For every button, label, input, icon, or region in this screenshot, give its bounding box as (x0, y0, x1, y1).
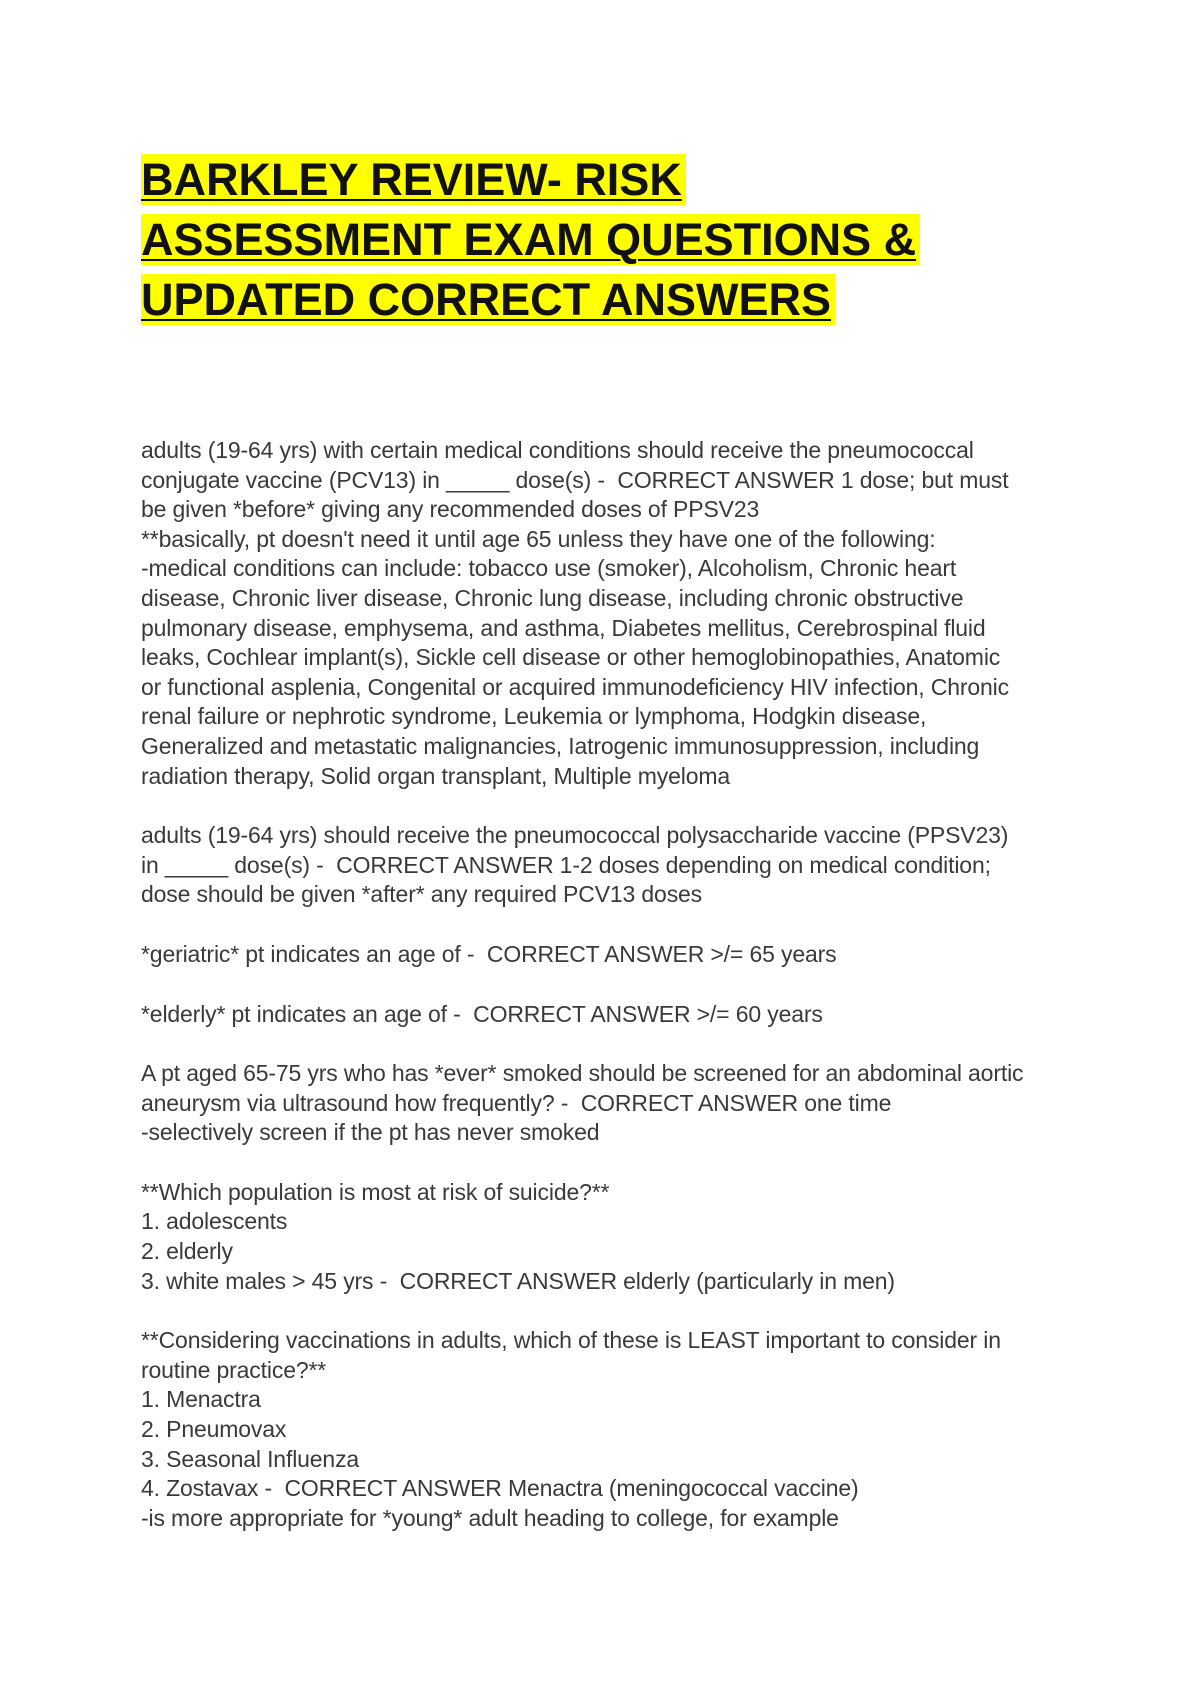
text-line: radiation therapy, Solid organ transplant, Multiple myeloma (141, 762, 731, 789)
question-block-aaa-screening (141, 1059, 1071, 1148)
text-line: disease, Chronic liver disease, Chronic lung disease, including chronic obstructive (141, 584, 964, 611)
text-line: Generalized and metastatic malignancies, Iatrogenic immunosuppression, including (141, 732, 980, 759)
text-line: -medical conditions can include: tobacco use (smoker), Alcoholism, Chronic heart (141, 555, 957, 582)
title-line (141, 150, 1071, 210)
question-block-ppsv23 (141, 821, 1071, 910)
title-line-text: BARKLEY REVIEW- RISK (141, 154, 686, 205)
text-line: 1. Menactra (141, 1386, 261, 1413)
title-line (141, 210, 1071, 270)
document-page (141, 150, 1071, 1563)
question-block-suicide-risk (141, 1178, 1071, 1296)
text-line: adults (19-64 yrs) with certain medical conditions should receive the pneumococcal (141, 437, 974, 463)
text-line: -is more appropriate for *young* adult heading to college, for example (141, 1504, 839, 1531)
text-line: adults (19-64 yrs) should receive the pneumococcal polysaccharide vaccine (PPSV23) (141, 822, 1009, 849)
title-line-text: UPDATED CORRECT ANSWERS (141, 274, 835, 325)
text-line: **Considering vaccinations in adults, which of these is LEAST important to consider in (141, 1327, 1001, 1354)
text-line: **basically, pt doesn't need it until age 65 unless they have one of the following: (141, 525, 936, 552)
text-line: 1. adolescents (141, 1208, 288, 1235)
text-line: dose should be given *after* any required PCV13 doses (141, 881, 703, 908)
text-line: 3. Seasonal Influenza (141, 1445, 360, 1472)
text-line: routine practice?** (141, 1356, 327, 1383)
title-line-text: ASSESSMENT EXAM QUESTIONS & (141, 214, 920, 265)
title-line (141, 270, 1071, 330)
text-line: 4. Zostavax - CORRECT ANSWER Menactra (meningococcal vaccine) (141, 1475, 859, 1502)
text-line: conjugate vaccine (PCV13) in _____ dose(s) - CORRECT ANSWER 1 dose; but must (141, 466, 1009, 493)
text-line: -selectively screen if the pt has never smoked (141, 1119, 600, 1146)
text-line: pulmonary disease, emphysema, and asthma, Diabetes mellitus, Cerebrospinal fluid (141, 614, 986, 641)
question-block-geriatric (141, 940, 1071, 970)
text-line: 3. white males > 45 yrs - CORRECT ANSWER elderly (particularly in men) (141, 1267, 895, 1294)
text-line: A pt aged 65-75 yrs who has *ever* smoked should be screened for an abdominal aortic (141, 1060, 1024, 1087)
text-line: aneurysm via ultrasound how frequently? - CORRECT ANSWER one time (141, 1089, 892, 1116)
text-line: renal failure or nephrotic syndrome, Leukemia or lymphoma, Hodgkin disease, (141, 703, 927, 730)
text-line: 2. elderly (141, 1238, 233, 1265)
text-line: be given *before* giving any recommended doses of PPSV23 (141, 496, 760, 523)
question-block-pcv13 (141, 436, 1071, 791)
text-line: in _____ dose(s) - CORRECT ANSWER 1-2 doses depending on medical condition; (141, 851, 991, 878)
text-line: *elderly* pt indicates an age of - CORRECT ANSWER >/= 60 years (141, 1000, 823, 1027)
text-line: *geriatric* pt indicates an age of - CORRECT ANSWER >/= 65 years (141, 940, 837, 967)
question-block-elderly (141, 1000, 1071, 1030)
text-line: leaks, Cochlear implant(s), Sickle cell disease or other hemoglobinopathies, Anatomic (141, 644, 1001, 671)
question-block-vaccinations (141, 1326, 1071, 1533)
document-body (141, 436, 1071, 1533)
text-line: or functional asplenia, Congenital or acquired immunodeficiency HIV infection, Chronic (141, 673, 1009, 700)
text-line: 2. Pneumovax (141, 1416, 287, 1443)
document-title (141, 150, 1071, 330)
text-line: **Which population is most at risk of suicide?** (141, 1178, 610, 1205)
